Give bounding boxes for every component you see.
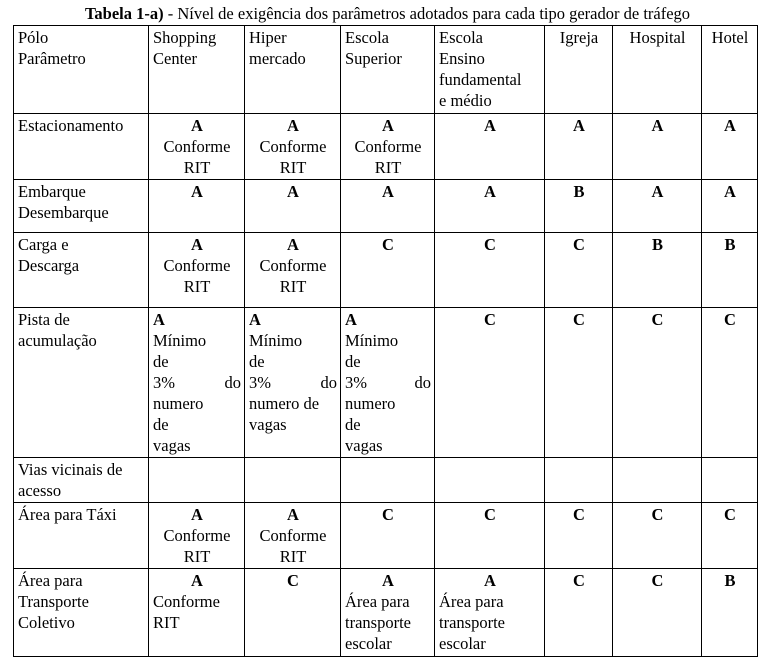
cell-escola-superior: A Área para transporte escolar xyxy=(341,569,435,657)
cell-igreja xyxy=(545,458,613,503)
cell-hotel: C xyxy=(702,503,758,569)
cell-hiper: A xyxy=(245,180,341,233)
row-label: Vias vicinais de acesso xyxy=(14,458,149,503)
row-pista-acumulacao xyxy=(14,308,758,458)
header-hipermercado: Hiper mercado xyxy=(245,26,341,114)
row-label: Área para Transporte Coletivo xyxy=(14,569,149,657)
cell-hotel: B xyxy=(702,569,758,657)
row-label: Área para Táxi xyxy=(14,503,149,569)
cell-shopping: A xyxy=(149,180,245,233)
row-transporte-coletivo xyxy=(14,569,758,657)
cell-escola-superior: A xyxy=(341,180,435,233)
cell-hospital: C xyxy=(613,569,702,657)
cell-escola-fundamental: C xyxy=(435,503,545,569)
cell-escola-fundamental: C xyxy=(435,308,545,458)
cell-shopping: A Conforme RIT xyxy=(149,233,245,308)
cell-escola-superior: A Conforme RIT xyxy=(341,114,435,180)
table-header-row xyxy=(14,26,758,114)
row-vias-vicinais xyxy=(14,458,758,503)
header-igreja: Igreja xyxy=(545,26,613,114)
cell-hotel: A xyxy=(702,180,758,233)
cell-escola-fundamental xyxy=(435,458,545,503)
cell-hospital: C xyxy=(613,503,702,569)
cell-igreja: B xyxy=(545,180,613,233)
cell-hospital: C xyxy=(613,308,702,458)
cell-hospital xyxy=(613,458,702,503)
cell-escola-superior: C xyxy=(341,233,435,308)
cell-escola-fundamental: C xyxy=(435,233,545,308)
cell-shopping xyxy=(149,458,245,503)
cell-igreja: A xyxy=(545,114,613,180)
row-label: Pista de acumulação xyxy=(14,308,149,458)
cell-escola-fundamental: A Área para transporte escolar xyxy=(435,569,545,657)
cell-hotel: B xyxy=(702,233,758,308)
header-pole-parameter: Pólo Parâmetro xyxy=(14,26,149,114)
table-caption xyxy=(0,4,775,24)
cell-escola-fundamental: A xyxy=(435,114,545,180)
cell-hiper xyxy=(245,458,341,503)
cell-igreja: C xyxy=(545,308,613,458)
row-label: Carga e Descarga xyxy=(14,233,149,308)
header-hotel: Hotel xyxy=(702,26,758,114)
row-estacionamento xyxy=(14,114,758,180)
cell-hiper: A Mínimo de 3% do numero de vagas xyxy=(245,308,341,458)
header-escola-ensino-fundamental: Escola Ensino fundamental e médio xyxy=(435,26,545,114)
cell-hospital: B xyxy=(613,233,702,308)
cell-hotel xyxy=(702,458,758,503)
row-embarque xyxy=(14,180,758,233)
cell-shopping: A Mínimo de 3% do numero de vagas xyxy=(149,308,245,458)
row-carga-descarga xyxy=(14,233,758,308)
cell-escola-superior: C xyxy=(341,503,435,569)
row-area-taxi xyxy=(14,503,758,569)
cell-hotel: C xyxy=(702,308,758,458)
cell-hospital: A xyxy=(613,180,702,233)
caption-text: - Nível de exigência dos parâmetros adotados para cada tipo gerador de tráfego xyxy=(163,4,691,23)
row-label: Embarque Desembarque xyxy=(14,180,149,233)
caption-label: Tabela 1-a) xyxy=(84,4,164,23)
cell-shopping: A Conforme RIT xyxy=(149,569,245,657)
traffic-parameter-table xyxy=(13,25,758,657)
cell-hiper: A Conforme RIT xyxy=(245,114,341,180)
cell-igreja: C xyxy=(545,503,613,569)
cell-escola-fundamental: A xyxy=(435,180,545,233)
cell-escola-superior xyxy=(341,458,435,503)
cell-hiper: C xyxy=(245,569,341,657)
cell-hiper: A Conforme RIT xyxy=(245,233,341,308)
cell-shopping: A Conforme RIT xyxy=(149,114,245,180)
cell-igreja: C xyxy=(545,233,613,308)
header-shopping-center: Shopping Center xyxy=(149,26,245,114)
cell-hiper: A Conforme RIT xyxy=(245,503,341,569)
cell-igreja: C xyxy=(545,569,613,657)
cell-hospital: A xyxy=(613,114,702,180)
cell-shopping: A Conforme RIT xyxy=(149,503,245,569)
cell-escola-superior: A Mínimo de 3% do numero de vagas xyxy=(341,308,435,458)
cell-hotel: A xyxy=(702,114,758,180)
header-escola-superior: Escola Superior xyxy=(341,26,435,114)
header-hospital: Hospital xyxy=(613,26,702,114)
row-label: Estacionamento xyxy=(14,114,149,180)
